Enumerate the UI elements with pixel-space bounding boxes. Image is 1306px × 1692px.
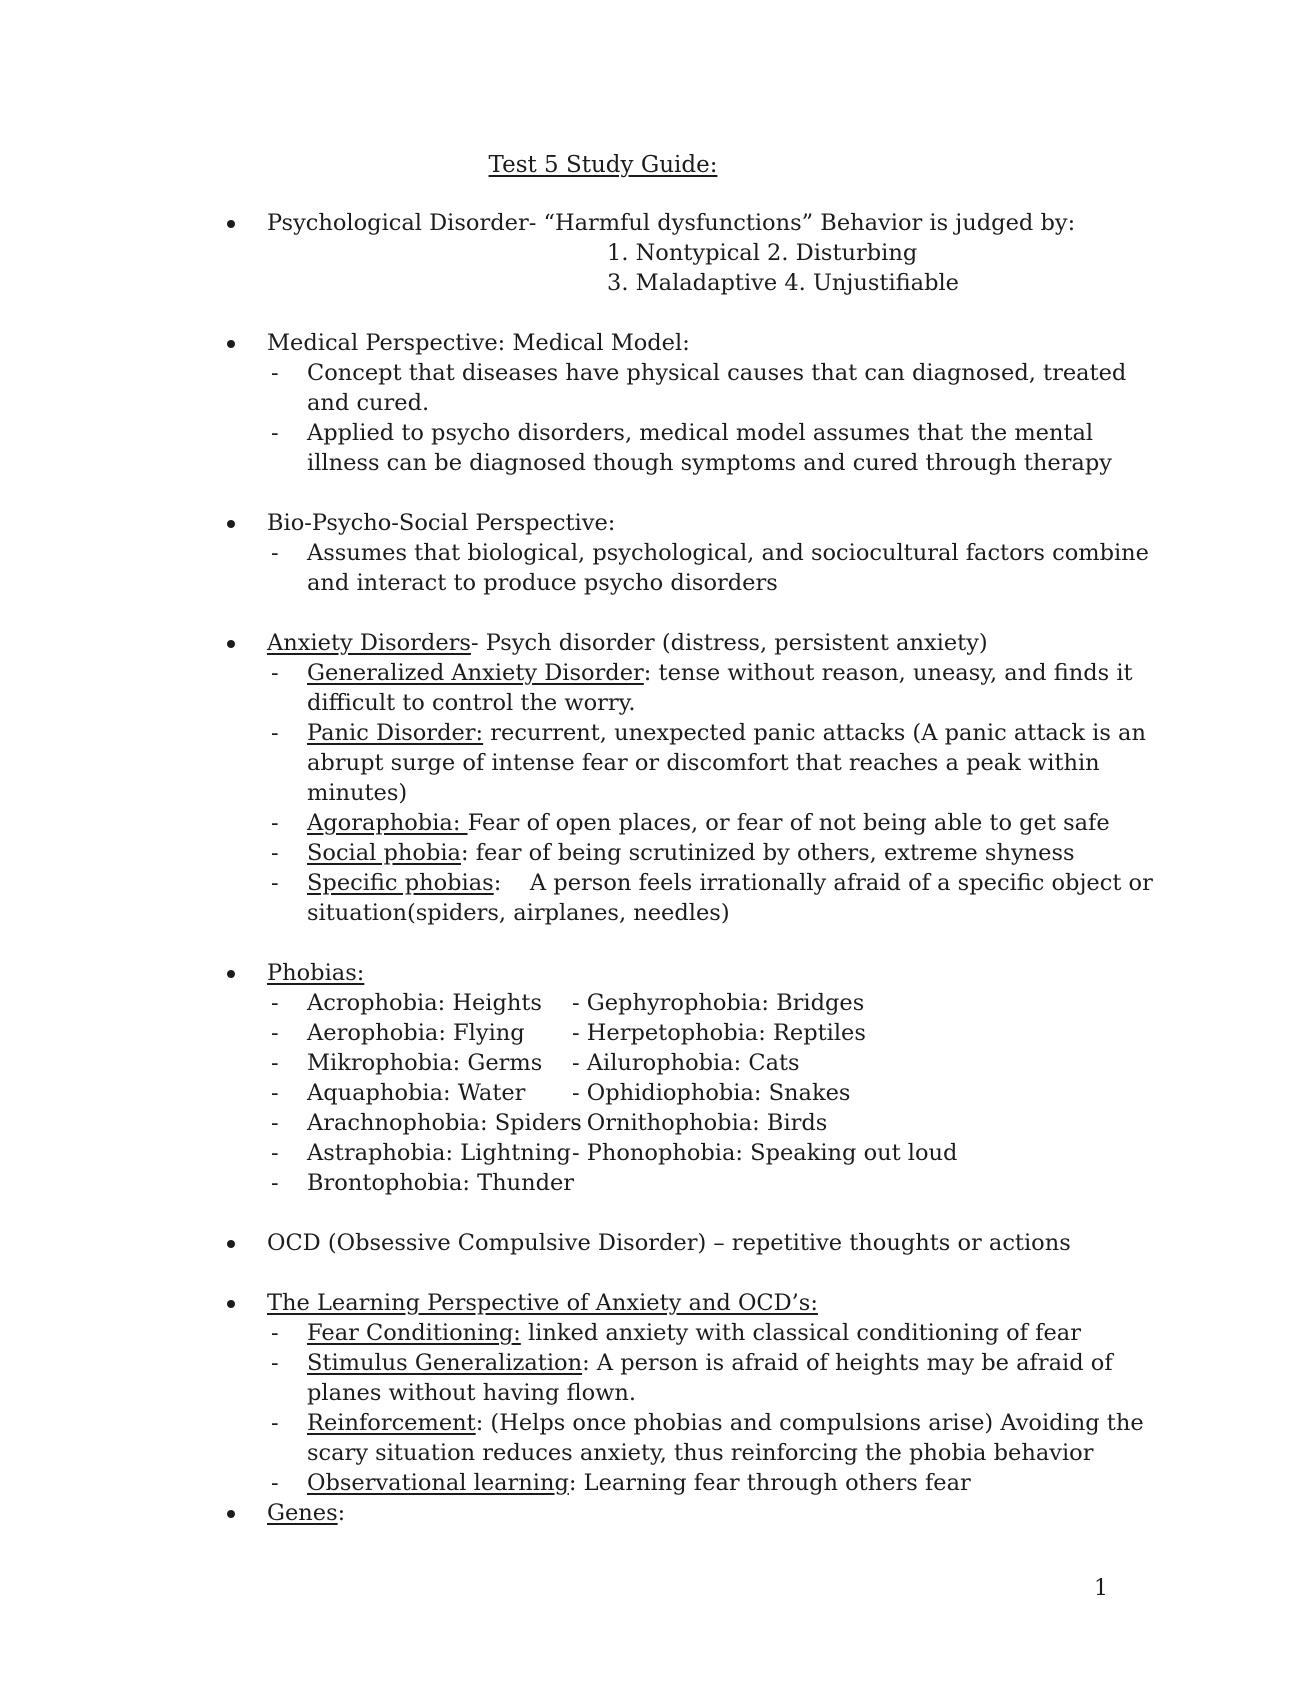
sub-item-continuation (225, 1378, 1125, 1408)
phobia-row (225, 1168, 1125, 1198)
phobia-left: Aquaphobia: Water (307, 1080, 526, 1106)
dash-marker: - (271, 810, 279, 836)
phobia-left: Arachnophobia: Spiders (307, 1110, 582, 1136)
dash-marker: - (271, 540, 279, 566)
sub-item-continuation (225, 448, 1125, 478)
phobia-left: Mikrophobia: Germs (307, 1050, 543, 1076)
bullet-text: The Learning Perspective of Anxiety and OCD’s: (267, 1290, 818, 1316)
sub-item-text: situation(spiders, airplanes, needles) (307, 900, 730, 926)
dash-marker: - (271, 1170, 279, 1196)
phobia-right: - Gephyrophobia: Bridges (572, 990, 865, 1016)
dash-marker: - (271, 990, 279, 1016)
dash-marker: - (271, 870, 279, 896)
phobia-left: Aerophobia: Flying (307, 1020, 525, 1046)
dash-marker: - (271, 360, 279, 386)
phobia-row (225, 1048, 1125, 1078)
sub-item (225, 538, 1149, 568)
sub-item-text: Assumes that biological, psychological, and sociocultural factors combine (307, 540, 1149, 566)
dash-marker: - (271, 1470, 279, 1496)
sub-item-text: linked anxiety with classical conditioning of fear (520, 1320, 1081, 1346)
term-agoraphobia: Agoraphobia: (307, 810, 468, 836)
term-gad: Generalized Anxiety Disorder (307, 660, 644, 686)
sub-item (225, 1468, 1125, 1498)
sub-item (225, 838, 1125, 868)
sub-item (225, 718, 1146, 748)
dash-marker: - (271, 840, 279, 866)
bullet-item (225, 1228, 1125, 1258)
bullet-item (225, 1498, 1125, 1528)
sub-item (225, 418, 1125, 448)
bullet-item (225, 628, 1125, 658)
term-stimulus-generalization: Stimulus Generalization (307, 1350, 583, 1376)
sub-item-text: : tense without reason, uneasy, and finds it (643, 660, 1133, 686)
sub-item-text: difficult to control the worry. (307, 690, 636, 716)
sub-item-text: planes without having flown. (307, 1380, 637, 1406)
sub-item (225, 358, 1125, 388)
sub-item-text: Applied to psycho disorders, medical model assumes that the mental (307, 420, 1094, 446)
sub-item (225, 1318, 1125, 1348)
page-title: Test 5 Study Guide: (488, 152, 718, 178)
bullet-text: OCD (Obsessive Compulsive Disorder) – repetitive thoughts or actions (267, 1230, 1071, 1256)
term-fear-conditioning: Fear Conditioning: (307, 1320, 521, 1346)
bullet-text: Medical Perspective: Medical Model: (267, 330, 690, 356)
phobia-row (225, 988, 1125, 1018)
criteria-text: 1. Nontypical 2. Disturbing (607, 240, 918, 266)
phobia-row (225, 1018, 1125, 1048)
sub-item-continuation (225, 388, 1125, 418)
sub-item (225, 1408, 1144, 1438)
sub-item (225, 808, 1125, 838)
phobia-left: Astraphobia: Lightning (307, 1140, 571, 1166)
sub-item-continuation (225, 568, 1125, 598)
sub-item-text: : A person feels irrationally afraid of a specific object or (493, 870, 1153, 896)
term-reinforcement: Reinforcement (307, 1410, 476, 1436)
sub-item-text: : (Helps once phobias and compulsions arise) Avoiding the (475, 1410, 1144, 1436)
term-genes: Genes (267, 1500, 338, 1526)
dash-marker: - (271, 720, 279, 746)
sub-item-continuation (225, 748, 1125, 778)
bullet-text: : (337, 1500, 346, 1526)
sub-item-text: illness can be diagnosed though symptoms and cured through therapy (307, 450, 1112, 476)
term-observational-learning: Observational learning (307, 1470, 569, 1496)
bullet-text: - Psych disorder (distress, persistent anxiety) (470, 630, 988, 656)
dash-marker: - (271, 1350, 279, 1376)
phobia-right: - Phonophobia: Speaking out loud (572, 1140, 958, 1166)
phobia-left: Brontophobia: Thunder (307, 1170, 575, 1196)
bullet-item (225, 1288, 1125, 1318)
sub-item-text: minutes) (307, 780, 408, 806)
phobia-right: - Ornithophobia: Birds (572, 1110, 828, 1136)
dash-marker: - (271, 1410, 279, 1436)
sub-item-text: abrupt surge of intense fear or discomfort that reaches a peak within (307, 750, 1100, 776)
sub-item-text: and cured. (307, 390, 430, 416)
sub-item-text: : fear of being scrutinized by others, extreme shyness (460, 840, 1075, 866)
criteria-line (225, 268, 1125, 298)
sub-item-text: Fear of open places, or fear of not being able to get safe (467, 810, 1110, 836)
phobia-row (225, 1108, 1125, 1138)
bullet-item (225, 208, 1125, 238)
sub-item-text: : Learning fear through others fear (568, 1470, 971, 1496)
page-number: 1 (1094, 1576, 1108, 1601)
bullet-text: Phobias: (267, 960, 365, 986)
dash-marker: - (271, 1050, 279, 1076)
dash-marker: - (271, 1110, 279, 1136)
bullet-text: Bio-Psycho-Social Perspective: (267, 510, 616, 536)
bullet-item (225, 508, 1125, 538)
term-anxiety-disorders: Anxiety Disorders (267, 630, 471, 656)
sub-item-continuation (225, 898, 1125, 928)
criteria-line (225, 238, 1125, 268)
sub-item-continuation (225, 1438, 1125, 1468)
dash-marker: - (271, 420, 279, 446)
bullet-item (225, 958, 1125, 988)
sub-item-continuation (225, 688, 1125, 718)
sub-item (225, 868, 1153, 898)
sub-item-text: recurrent, unexpected panic attacks (A panic attack is an (483, 720, 1146, 746)
bullet-item (225, 328, 1125, 358)
phobia-left: Acrophobia: Heights (307, 990, 542, 1016)
phobia-right: - Ailurophobia: Cats (572, 1050, 800, 1076)
term-specific-phobias: Specific phobias (307, 870, 494, 896)
term-panic-disorder: Panic Disorder: (307, 720, 484, 746)
phobia-row (225, 1078, 1125, 1108)
sub-item (225, 1348, 1125, 1378)
sub-item (225, 658, 1133, 688)
sub-item-text: and interact to produce psycho disorders (307, 570, 778, 596)
sub-item-text: : A person is afraid of heights may be afraid of (582, 1350, 1113, 1376)
sub-item-continuation (225, 778, 1125, 808)
document-body (225, 208, 1153, 1528)
term-social-phobia: Social phobia (307, 840, 461, 866)
dash-marker: - (271, 1020, 279, 1046)
criteria-text: 3. Maladaptive 4. Unjustifiable (607, 270, 959, 296)
bullet-text: Psychological Disorder- “Harmful dysfunctions” Behavior is judged by: (267, 210, 1076, 236)
dash-marker: - (271, 1080, 279, 1106)
sub-item-text: Concept that diseases have physical causes that can diagnosed, treated (307, 360, 1127, 386)
phobia-right: - Herpetophobia: Reptiles (572, 1020, 866, 1046)
dash-marker: - (271, 1140, 279, 1166)
dash-marker: - (271, 1320, 279, 1346)
phobia-row (225, 1138, 1125, 1168)
sub-item-text: scary situation reduces anxiety, thus reinforcing the phobia behavior (307, 1440, 1094, 1466)
dash-marker: - (271, 660, 279, 686)
phobia-right: - Ophidiophobia: Snakes (572, 1080, 851, 1106)
